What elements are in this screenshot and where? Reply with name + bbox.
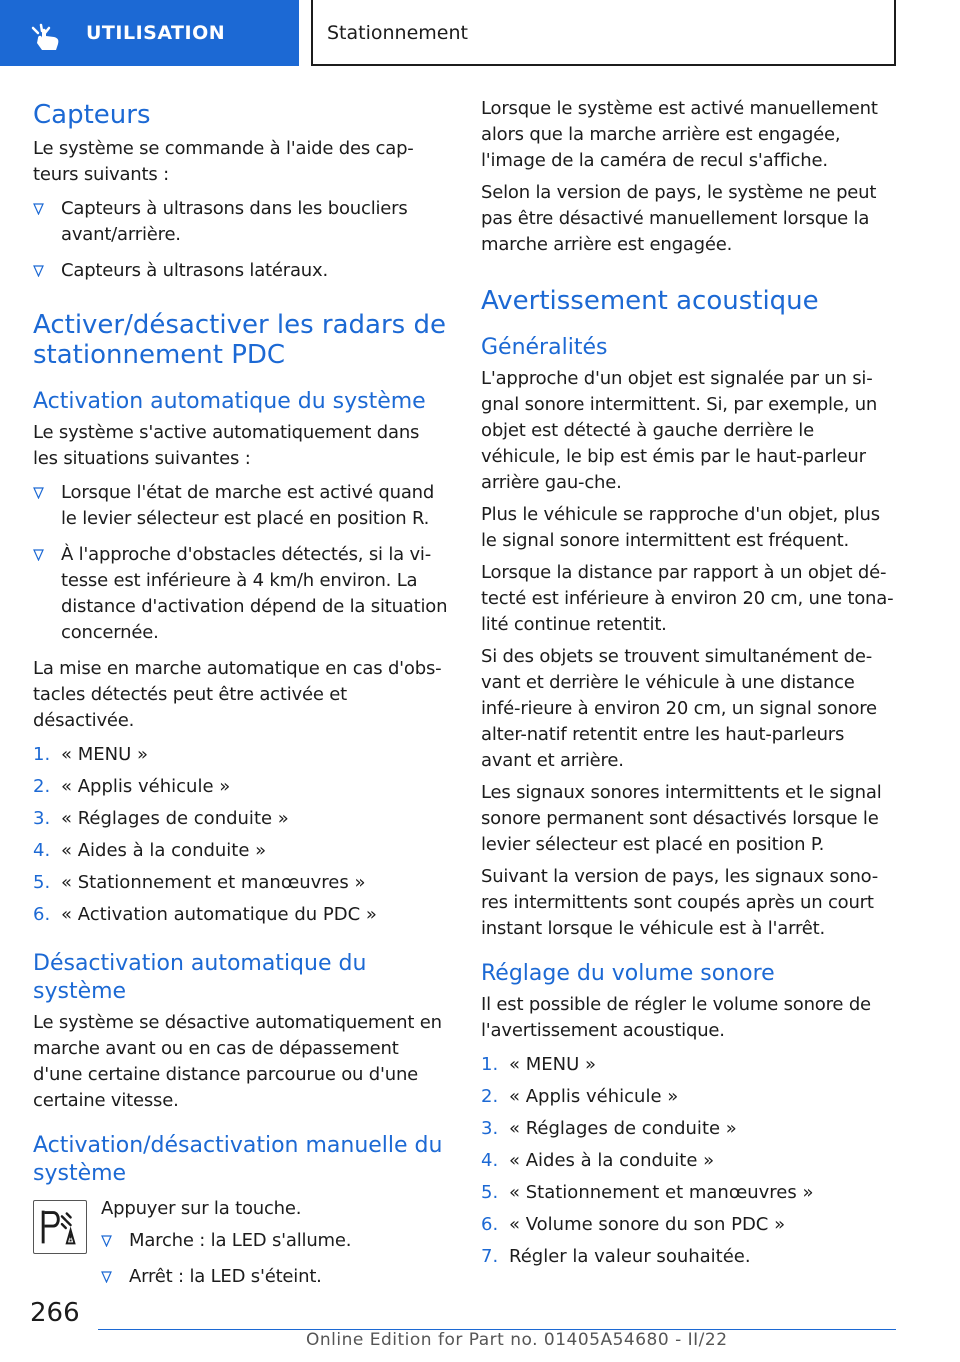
auto-activation-list — [33, 480, 448, 646]
list-item: 5. « Stationnement et manœuvres » — [481, 1182, 814, 1203]
list-item: 2. « Applis véhicule » — [33, 776, 231, 797]
list-item: 4. « Aides à la conduite » — [481, 1150, 715, 1171]
general-p3: Lorsque la distance par rapport à un objet dé-tecté est inférieure à environ 20 cm, une tona-lité continue retentit. — [481, 562, 894, 635]
manual-cont-2: Selon la version de pays, le système ne peut pas être désactivé manuellement lorsque la marche arrière est engagée. — [481, 182, 877, 255]
manual-cont-1: Lorsque le système est activé manuellement alors que la marche arrière est engagée, l'image de la caméra de recul s'affiche. — [481, 98, 878, 171]
heading-volume: Réglage du volume sonore — [481, 961, 775, 986]
list-item: 7. Régler la valeur souhaitée. — [481, 1246, 751, 1267]
chapter-title: Stationnement — [327, 22, 468, 44]
triangle-bullet-icon — [33, 549, 44, 561]
manual-list — [101, 1228, 448, 1290]
right-column — [481, 96, 896, 1280]
volume-steps — [481, 1052, 896, 1270]
triangle-bullet-icon — [33, 203, 44, 215]
triangle-bullet-icon — [101, 1235, 112, 1247]
left-column — [33, 96, 448, 1300]
list-item: Marche : la LED s'allume. — [101, 1228, 448, 1254]
capteurs-list — [33, 196, 448, 284]
list-item: 3. « Réglages de conduite » — [481, 1118, 737, 1139]
manual-block — [33, 1196, 448, 1290]
heading-pdc: Activer/désactiver les radars de stationnement PDC — [33, 310, 446, 370]
heading-auto-activation: Activation automatique du système — [33, 389, 426, 414]
list-item: 3. « Réglages de conduite » — [33, 808, 289, 829]
list-item: 1. « MENU » — [481, 1054, 597, 1075]
list-item: À l'approche d'obstacles détectés, si la vi-tesse est inférieure à 4 km/h environ. La distance d'activation dépend de la situation concernée. — [33, 542, 448, 646]
triangle-bullet-icon — [33, 487, 44, 499]
general-p4: Si des objets se trouvent simultanément de-vant et derrière le véhicule à une distance infé-rieure à environ 20 cm, un signal sonore alter-natif retentit entre les haut-parleurs avant et arrière. — [481, 646, 877, 771]
list-item: 4. « Aides à la conduite » — [33, 840, 267, 861]
heading-manual: Activation/désactivation manuelle du système — [33, 1133, 443, 1186]
manual-text: Appuyer sur la touche. — [101, 1198, 302, 1219]
list-item: 6. « Activation automatique du PDC » — [33, 904, 377, 925]
general-p1: L'approche d'un objet est signalée par un si-gnal sonore intermittent. Si, par exemple, un objet est détecté à gauche derrière le véhicule, le bip est émis par le haut-parleur arrière gau-che. — [481, 368, 878, 493]
list-item: Arrêt : la LED s'éteint. — [101, 1264, 448, 1290]
capteurs-intro: Le système se commande à l'aide des cap-teurs suivants : — [33, 138, 414, 185]
auto-activation-intro: Le système s'active automatiquement dans les situations suivantes : — [33, 422, 420, 469]
list-item: 1. « MENU » — [33, 744, 149, 765]
heading-capteurs: Capteurs — [33, 100, 151, 130]
list-item: Capteurs à ultrasons latéraux. — [33, 258, 448, 284]
page-number: 266 — [30, 1298, 80, 1328]
section-tab — [0, 0, 299, 66]
general-p5: Les signaux sonores intermittents et le signal sonore permanent sont désactivés lorsque le levier sélecteur est placé en position P. — [481, 782, 882, 855]
heading-general: Généralités — [481, 335, 608, 360]
auto-activation-steps — [33, 742, 448, 928]
list-item: 5. « Stationnement et manœuvres » — [33, 872, 366, 893]
list-item: 2. « Applis véhicule » — [481, 1086, 679, 1107]
list-item: Capteurs à ultrasons dans les boucliers avant/arrière. — [33, 196, 448, 248]
pdc-button-icon — [33, 1200, 87, 1254]
general-p6: Suivant la version de pays, les signaux sono-res intermittents sont coupés après un court instant lorsque le véhicule est à l'arrêt. — [481, 866, 879, 939]
list-item: Lorsque l'état de marche est activé quand le levier sélecteur est placé en position R. — [33, 480, 448, 532]
page-header — [0, 0, 960, 66]
volume-intro: Il est possible de régler le volume sonore de l'avertissement acoustique. — [481, 994, 871, 1041]
section-title: UTILISATION — [86, 22, 226, 44]
list-item: 6. « Volume sonore du son PDC » — [481, 1214, 786, 1235]
hand-pointer-icon — [30, 22, 66, 52]
triangle-bullet-icon — [33, 265, 44, 277]
footer-edition: Online Edition for Part no. 01405A54680 - II/22 — [306, 1330, 728, 1350]
chapter-box — [311, 0, 896, 66]
heading-auto-deactivation: Désactivation automatique du système — [33, 951, 367, 1004]
general-p2: Plus le véhicule se rapproche d'un objet, plus le signal sonore intermittent est fréquent. — [481, 504, 880, 551]
heading-acoustic: Avertissement acoustique — [481, 286, 819, 316]
triangle-bullet-icon — [101, 1271, 112, 1283]
auto-deactivation-text: Le système se désactive automatiquement en marche avant ou en cas de dépassement d'une certaine distance parcourue ou d'une certaine vitesse. — [33, 1012, 442, 1111]
auto-activation-note: La mise en marche automatique en cas d'obs-tacles détectés peut être activée et désactivée. — [33, 658, 442, 731]
